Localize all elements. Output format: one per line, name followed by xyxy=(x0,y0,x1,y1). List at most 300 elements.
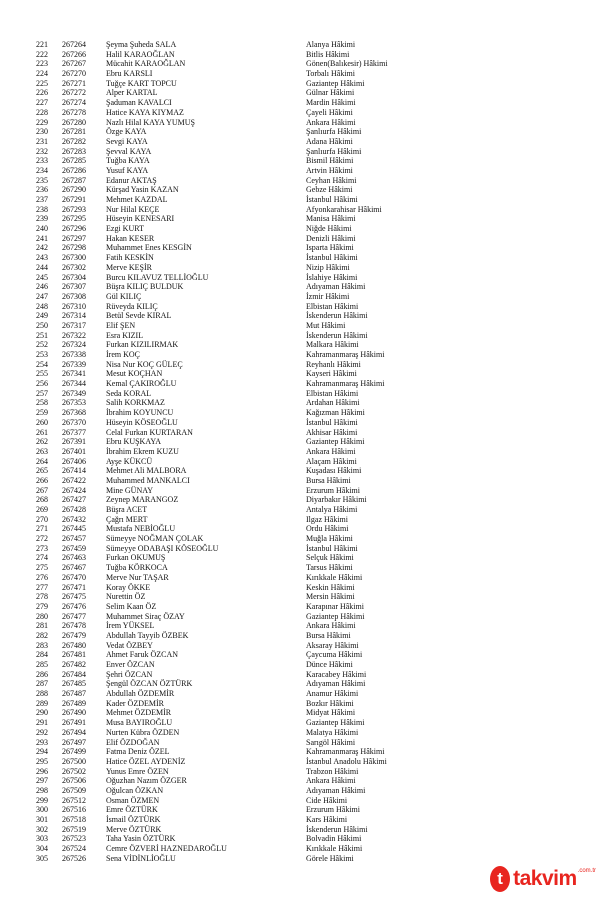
list-item-no: 238 xyxy=(36,204,48,214)
list-item-no: 226 xyxy=(36,88,48,98)
list-item-court: Gönen(Balıkesir) Hâkimi xyxy=(306,59,388,69)
list-item-sicil: 267278 xyxy=(62,107,86,117)
list-item-no: 301 xyxy=(36,815,48,824)
list-item-sicil: 267295 xyxy=(62,214,86,224)
list-item-court: Karapınar Hâkimi xyxy=(306,601,364,611)
list-item-court: İslahiye Hâkimi xyxy=(306,272,358,282)
list-item xyxy=(0,563,600,573)
list-item-court: Malkara Hâkimi xyxy=(306,340,359,350)
list-item-name: Muhammet Siraç ÖZAY xyxy=(106,611,185,621)
list-item-no: 227 xyxy=(36,98,48,108)
list-item xyxy=(0,59,600,69)
list-item-name: Mücahit KARAOĞLAN xyxy=(106,59,186,69)
list-item-no: 277 xyxy=(36,582,48,592)
takvim-logo xyxy=(490,864,596,894)
list-item-sicil: 267502 xyxy=(62,766,86,776)
list-item-name: Oğulcan ÖZKAN xyxy=(106,785,164,795)
list-item-no: 274 xyxy=(36,553,48,563)
list-item-no: 246 xyxy=(36,282,48,292)
list-item-court: İstanbul Hâkimi xyxy=(306,253,358,263)
list-item-sicil: 267512 xyxy=(62,795,86,805)
list-item-no: 223 xyxy=(36,59,48,69)
list-item-sicil: 267482 xyxy=(62,660,86,669)
list-item xyxy=(0,88,600,98)
list-item-court: Gaziantep Hâkimi xyxy=(306,611,365,621)
list-item-no: 244 xyxy=(36,262,48,272)
list-item xyxy=(0,708,600,718)
list-item-no: 242 xyxy=(36,243,48,253)
list-item-court: Ankara Hâkimi xyxy=(306,446,356,456)
list-item xyxy=(0,292,600,302)
list-item xyxy=(0,389,600,399)
list-item-name: Mehmet ÖZDEMİR xyxy=(106,708,172,718)
list-item-name: Elif ŞEN xyxy=(106,320,136,330)
takvim-logo-text: takvim xyxy=(513,867,577,890)
list-item-name: Hatice KAYA KIYMAZ xyxy=(106,107,184,117)
list-item-sicil: 267280 xyxy=(62,117,86,127)
list-item-sicil: 267322 xyxy=(62,330,86,340)
list-item-no: 256 xyxy=(36,379,48,389)
list-item-no: 240 xyxy=(36,224,48,234)
list-item-name: İrem YÜKSEL xyxy=(106,621,155,631)
list-item-sicil: 267324 xyxy=(62,340,86,350)
list-item-court: Aksaray Hâkimi xyxy=(306,640,359,650)
list-item-no: 262 xyxy=(36,437,48,447)
list-item-court: Elbistan Hâkimi xyxy=(306,388,359,398)
list-item-court: Bozkır Hâkimi xyxy=(306,698,354,708)
list-item-name: Furkan OKUMUŞ xyxy=(106,553,166,563)
list-item-name: Kürşad Yasin KAZAN xyxy=(106,185,179,195)
list-item-no: 254 xyxy=(36,359,48,369)
list-item-court: Dünce Hâkimi xyxy=(306,660,353,669)
list-item-name: Elif ÖZDOĞAN xyxy=(106,737,160,747)
list-item-name: Ebru KUŞKAYA xyxy=(106,437,162,447)
list-item xyxy=(0,408,600,418)
list-item-court: Bolvadin Hâkimi xyxy=(306,834,362,844)
list-item-no: 290 xyxy=(36,708,48,718)
list-item-court: Niğde Hâkimi xyxy=(306,224,352,234)
list-item-sicil: 267475 xyxy=(62,592,86,602)
list-item-name: Tuğba KAYA xyxy=(106,156,150,166)
list-item-name: Sümeyye ODABAŞI KÖSEOĞLU xyxy=(106,543,219,553)
list-item-court: İstanbul Hâkimi xyxy=(306,195,358,204)
list-item-court: Anamur Hâkimi xyxy=(306,689,359,699)
list-item xyxy=(0,583,600,593)
list-item-no: 292 xyxy=(36,727,48,737)
list-item-sicil: 267506 xyxy=(62,776,86,786)
list-item xyxy=(0,418,600,428)
list-item-court: İskenderun Hâkimi xyxy=(306,311,368,321)
list-item-no: 243 xyxy=(36,253,48,263)
list-item xyxy=(0,854,600,864)
list-item-sicil: 267310 xyxy=(62,301,86,311)
list-item-no: 272 xyxy=(36,534,48,544)
list-item-no: 304 xyxy=(36,844,48,854)
list-item-sicil: 267490 xyxy=(62,708,86,718)
list-item-sicil: 267377 xyxy=(62,427,86,437)
list-item-sicil: 267272 xyxy=(62,88,86,98)
list-item-sicil: 267500 xyxy=(62,756,86,766)
list-item-name: Betül Sevde KIRAL xyxy=(106,311,172,321)
list-item-no: 264 xyxy=(36,456,48,466)
list-item xyxy=(0,805,600,815)
list-item-court: Muğla Hâkimi xyxy=(306,534,353,544)
list-item xyxy=(0,476,600,486)
list-item-no: 269 xyxy=(36,505,48,514)
list-item xyxy=(0,40,600,50)
list-item-no: 276 xyxy=(36,572,48,582)
list-item-no: 284 xyxy=(36,650,48,660)
list-item-sicil: 267391 xyxy=(62,437,86,447)
list-item-name: Merve Nur TAŞAR xyxy=(106,572,169,582)
list-item-name: Ebru KARSLI xyxy=(106,69,153,79)
list-item-no: 275 xyxy=(36,563,48,573)
list-item xyxy=(0,815,600,825)
list-item-court: Trabzon Hâkimi xyxy=(306,766,359,776)
list-item-sicil: 267471 xyxy=(62,582,86,592)
list-item xyxy=(0,166,600,176)
list-item-no: 266 xyxy=(36,475,48,485)
list-item-sicil: 267479 xyxy=(62,630,86,640)
list-item-no: 265 xyxy=(36,466,48,476)
list-item-sicil: 267304 xyxy=(62,272,86,282)
list-item-court: Çaycuma Hâkimi xyxy=(306,650,363,660)
list-item-court: Diyarbakır Hâkimi xyxy=(306,495,367,505)
list-item-sicil: 267489 xyxy=(62,698,86,708)
list-item xyxy=(0,689,600,699)
list-item-no: 286 xyxy=(36,669,48,679)
list-item-name: Kader ÖZDEMİR xyxy=(106,698,164,708)
list-item-no: 280 xyxy=(36,611,48,621)
list-item-no: 224 xyxy=(36,69,48,79)
list-item-name: Sena VİDİNLİOĞLU xyxy=(106,853,176,863)
list-item-no: 267 xyxy=(36,485,48,495)
list-item-sicil: 267476 xyxy=(62,601,86,611)
list-item-name: Sevgi KAYA xyxy=(106,136,148,146)
list-item xyxy=(0,428,600,438)
list-item-name: Mehmet KAZDAL xyxy=(106,195,168,204)
list-item xyxy=(0,69,600,79)
list-item-sicil: 267494 xyxy=(62,727,86,737)
list-item-sicil: 267297 xyxy=(62,233,86,243)
list-item xyxy=(0,282,600,292)
list-item-name: Sümeyye NOĞMAN ÇOLAK xyxy=(106,534,204,544)
list-item-court: Bursa Hâkimi xyxy=(306,475,351,485)
list-item-name: Şengül ÖZCAN ÖZTÜRK xyxy=(106,679,193,689)
list-item xyxy=(0,137,600,147)
list-item-sicil: 267518 xyxy=(62,815,86,824)
list-item-no: 252 xyxy=(36,340,48,350)
list-item-name: İrem KOÇ xyxy=(106,350,140,359)
list-item-sicil: 267271 xyxy=(62,78,86,88)
list-item-no: 263 xyxy=(36,446,48,456)
list-item-name: Gül KILIÇ xyxy=(106,291,142,301)
list-item-court: Mardin Hâkimi xyxy=(306,98,356,108)
list-item-court: Tarsus Hâkimi xyxy=(306,563,353,573)
list-item-name: Hüseyin KENESARI xyxy=(106,214,175,224)
list-item-court: Görele Hâkimi xyxy=(306,853,354,863)
list-item-sicil: 267266 xyxy=(62,49,86,59)
list-item-name: Fatih KESKİN xyxy=(106,253,154,263)
list-item-name: Kemal ÇAKIROĞLU xyxy=(106,379,177,389)
list-item xyxy=(0,185,600,195)
list-item xyxy=(0,718,600,728)
list-item-name: Muhammet Enes KESGİN xyxy=(106,243,192,253)
list-item-sicil: 267406 xyxy=(62,456,86,466)
list-item-court: Bitlis Hâkimi xyxy=(306,49,350,59)
list-item-sicil: 267353 xyxy=(62,398,86,408)
list-item-no: 230 xyxy=(36,127,48,137)
list-item-sicil: 267478 xyxy=(62,621,86,631)
list-item-court: Alaçam Hâkimi xyxy=(306,456,357,466)
list-item-court: Kahramanmaraş Hâkimi xyxy=(306,747,385,757)
list-item-name: Koray ÖKKE xyxy=(106,582,151,592)
list-item-court: İstanbul Hâkimi xyxy=(306,417,358,427)
list-item-court: Adana Hâkimi xyxy=(306,136,353,146)
list-item-no: 231 xyxy=(36,136,48,146)
list-item-no: 298 xyxy=(36,785,48,795)
list-item xyxy=(0,195,600,205)
list-item-no: 271 xyxy=(36,524,48,534)
list-item-court: Gaziantep Hâkimi xyxy=(306,437,365,447)
list-item-name: Merve KEŞİR xyxy=(106,262,152,272)
list-item xyxy=(0,776,600,786)
list-item-court: Çayeli Hâkimi xyxy=(306,107,353,117)
list-item-sicil: 267526 xyxy=(62,853,86,863)
list-item-no: 239 xyxy=(36,214,48,224)
list-item-no: 245 xyxy=(36,272,48,282)
list-item-court: Gülnar Hâkimi xyxy=(306,88,355,98)
list-item-court: Reyhanlı Hâkimi xyxy=(306,359,361,369)
list-item-no: 232 xyxy=(36,146,48,156)
list-item-name: İsmail ÖZTÜRK xyxy=(106,815,161,824)
list-item-no: 287 xyxy=(36,679,48,689)
list-item-name: Merve ÖZTÜRK xyxy=(106,824,162,834)
list-item xyxy=(0,156,600,166)
list-item-name: Osman ÖZMEN xyxy=(106,795,160,805)
list-item-no: 283 xyxy=(36,640,48,650)
list-item-no: 222 xyxy=(36,49,48,59)
list-item-name: Oğuzhan Nazım ÖZGER xyxy=(106,776,187,786)
list-item-no: 241 xyxy=(36,233,48,243)
list-item-no: 305 xyxy=(36,853,48,863)
list-item-sicil: 267300 xyxy=(62,253,86,263)
list-item xyxy=(0,641,600,651)
list-item-court: Antalya Hâkimi xyxy=(306,505,358,514)
list-item-sicil: 267523 xyxy=(62,834,86,844)
list-item-court: İskenderun Hâkimi xyxy=(306,824,368,834)
list-item-no: 279 xyxy=(36,601,48,611)
list-item-no: 291 xyxy=(36,718,48,728)
list-item-no: 259 xyxy=(36,408,48,418)
list-item-sicil: 267270 xyxy=(62,69,86,79)
list-item-name: Özge KAYA xyxy=(106,127,147,137)
list-item-court: Adıyaman Hâkimi xyxy=(306,679,366,689)
list-item-sicil: 267524 xyxy=(62,844,86,854)
list-item xyxy=(0,118,600,128)
list-item-sicil: 267427 xyxy=(62,495,86,505)
list-item-no: 295 xyxy=(36,756,48,766)
list-item xyxy=(0,825,600,835)
list-item xyxy=(0,699,600,709)
list-item-court: Torbalı Hâkimi xyxy=(306,69,355,79)
list-item xyxy=(0,757,600,767)
list-item-name: Seda KORAL xyxy=(106,388,152,398)
list-item xyxy=(0,379,600,389)
list-item-court: Selçuk Hâkimi xyxy=(306,553,354,563)
list-item-name: Hüseyin KÖSEOĞLU xyxy=(106,417,178,427)
list-item-name: Mehmet Ali MALBORA xyxy=(106,466,187,476)
list-item xyxy=(0,176,600,186)
list-item-sicil: 267283 xyxy=(62,146,86,156)
list-item-court: Ordu Hâkimi xyxy=(306,524,349,534)
list-item-court: Erzurum Hâkimi xyxy=(306,485,360,495)
list-item-name: Yusuf KAYA xyxy=(106,165,149,175)
list-item-sicil: 267470 xyxy=(62,572,86,582)
list-item-court: Akhisar Hâkimi xyxy=(306,427,358,437)
list-item xyxy=(0,767,600,777)
takvim-logo-suffix: .com.tr xyxy=(577,868,596,874)
list-item-no: 250 xyxy=(36,320,48,330)
list-item-court: Afyonkarahisar Hâkimi xyxy=(306,204,382,214)
list-item-court: Ceyhan Hâkimi xyxy=(306,175,357,185)
list-item-name: Salih KORKMAZ xyxy=(106,398,165,408)
list-item-sicil: 267302 xyxy=(62,262,86,272)
list-item-court: Adıyaman Hâkimi xyxy=(306,282,366,292)
list-item-court: Kayseri Hâkimi xyxy=(306,369,357,379)
list-item-name: Alper KARTAL xyxy=(106,88,158,98)
list-item xyxy=(0,321,600,331)
list-item-name: Celal Furkan KURTARAN xyxy=(106,427,193,437)
list-item-no: 255 xyxy=(36,369,48,379)
list-item-name: Abdullah Tayyib ÖZBEK xyxy=(106,630,189,640)
list-item-name: Enver ÖZCAN xyxy=(106,660,155,669)
list-item-court: Kuşadası Hâkimi xyxy=(306,466,362,476)
list-item xyxy=(0,738,600,748)
list-item-no: 229 xyxy=(36,117,48,127)
list-item-court: Kırıkkale Hâkimi xyxy=(306,844,363,854)
list-item-sicil: 267422 xyxy=(62,475,86,485)
list-item-sicil: 267267 xyxy=(62,59,86,69)
list-item-no: 294 xyxy=(36,747,48,757)
list-item xyxy=(0,602,600,612)
list-item-court: Nizip Hâkimi xyxy=(306,262,350,272)
list-item-sicil: 267286 xyxy=(62,165,86,175)
list-item-sicil: 267282 xyxy=(62,136,86,146)
list-item-name: Muhammed MANKALCI xyxy=(106,475,190,485)
list-item xyxy=(0,592,600,602)
list-item xyxy=(0,447,600,457)
list-item-no: 302 xyxy=(36,824,48,834)
list-item xyxy=(0,331,600,341)
list-item-no: 268 xyxy=(36,495,48,505)
list-item-name: Selim Kaan ÖZ xyxy=(106,601,157,611)
list-item xyxy=(0,369,600,379)
list-item-name: Şeyma Şuheda SALA xyxy=(106,40,177,49)
list-item-court: İzmir Hâkimi xyxy=(306,291,350,301)
list-item-no: 273 xyxy=(36,543,48,553)
list-item-name: İbrahim KOYUNCU xyxy=(106,408,174,418)
list-item-court: Gaziantep Hâkimi xyxy=(306,718,365,728)
list-item-sicil: 267481 xyxy=(62,650,86,660)
list-item-sicil: 267339 xyxy=(62,359,86,369)
list-item-court: Şanlıurfa Hâkimi xyxy=(306,146,362,156)
list-item-court: Ankara Hâkimi xyxy=(306,117,356,127)
list-item-court: İskenderun Hâkimi xyxy=(306,330,368,340)
list-item-name: Esra KIZIL xyxy=(106,330,144,340)
list-item xyxy=(0,224,600,234)
list-item-sicil: 267287 xyxy=(62,175,86,185)
list-item-name: Emre ÖZTÜRK xyxy=(106,805,158,815)
list-item-sicil: 267467 xyxy=(62,563,86,573)
list-item-court: Isparta Hâkimi xyxy=(306,243,354,253)
list-item-sicil: 267424 xyxy=(62,485,86,495)
list-item-court: Ankara Hâkimi xyxy=(306,621,356,631)
list-item-name: Zeynep MARANGOZ xyxy=(106,495,179,505)
list-item-court: Erzurum Hâkimi xyxy=(306,805,360,815)
list-item-no: 234 xyxy=(36,165,48,175)
list-item-name: Ayşe KÜKCÜ xyxy=(106,456,153,466)
list-item xyxy=(0,127,600,137)
list-item-court: Manisa Hâkimi xyxy=(306,214,356,224)
list-item-court: Alanya Hâkimi xyxy=(306,40,356,49)
list-item xyxy=(0,786,600,796)
list-item-court: Gebze Hâkimi xyxy=(306,185,353,195)
list-item xyxy=(0,457,600,467)
list-item-court: Keskin Hâkimi xyxy=(306,582,355,592)
list-item-sicil: 267457 xyxy=(62,534,86,544)
list-item-sicil: 267274 xyxy=(62,98,86,108)
list-item-name: Musa BAYIROĞLU xyxy=(106,718,173,728)
list-item-sicil: 267338 xyxy=(62,350,86,359)
list-item-court: Ilgaz Hâkimi xyxy=(306,514,348,524)
list-item xyxy=(0,524,600,534)
list-item-name: Taha Yasin ÖZTÜRK xyxy=(106,834,176,844)
list-item-court: Gaziantep Hâkimi xyxy=(306,78,365,88)
list-item xyxy=(0,340,600,350)
list-item xyxy=(0,108,600,118)
list-item-sicil: 267499 xyxy=(62,747,86,757)
list-item xyxy=(0,311,600,321)
list-item-sicil: 267463 xyxy=(62,553,86,563)
list-item-court: Elbistan Hâkimi xyxy=(306,301,359,311)
list-item-sicil: 267519 xyxy=(62,824,86,834)
list-item-sicil: 267308 xyxy=(62,291,86,301)
list-item-sicil: 267491 xyxy=(62,718,86,728)
list-item-sicil: 267293 xyxy=(62,204,86,214)
list-item xyxy=(0,466,600,476)
list-item xyxy=(0,573,600,583)
list-item-name: Şaduman KAVALCI xyxy=(106,98,172,108)
list-item-name: Tuğba KÖRKOCA xyxy=(106,563,168,573)
list-item xyxy=(0,495,600,505)
list-item-name: Nisa Nur KOÇ GÜLEÇ xyxy=(106,359,183,369)
list-item-sicil: 267497 xyxy=(62,737,86,747)
list-item-sicil: 267296 xyxy=(62,224,86,234)
list-item-sicil: 267349 xyxy=(62,388,86,398)
list-item-no: 236 xyxy=(36,185,48,195)
list-item-no: 260 xyxy=(36,417,48,427)
list-item-name: Yunus Emre ÖZEN xyxy=(106,766,169,776)
list-item-name: Mustafa NEBİOĞLU xyxy=(106,524,176,534)
list-item-court: Kağızman Hâkimi xyxy=(306,408,365,418)
list-item-court: Kars Hâkimi xyxy=(306,815,348,824)
list-item-no: 285 xyxy=(36,660,48,669)
list-item-no: 300 xyxy=(36,805,48,815)
list-item xyxy=(0,515,600,525)
list-item-sicil: 267370 xyxy=(62,417,86,427)
list-item-name: Ahmet Faruk ÖZCAN xyxy=(106,650,178,660)
